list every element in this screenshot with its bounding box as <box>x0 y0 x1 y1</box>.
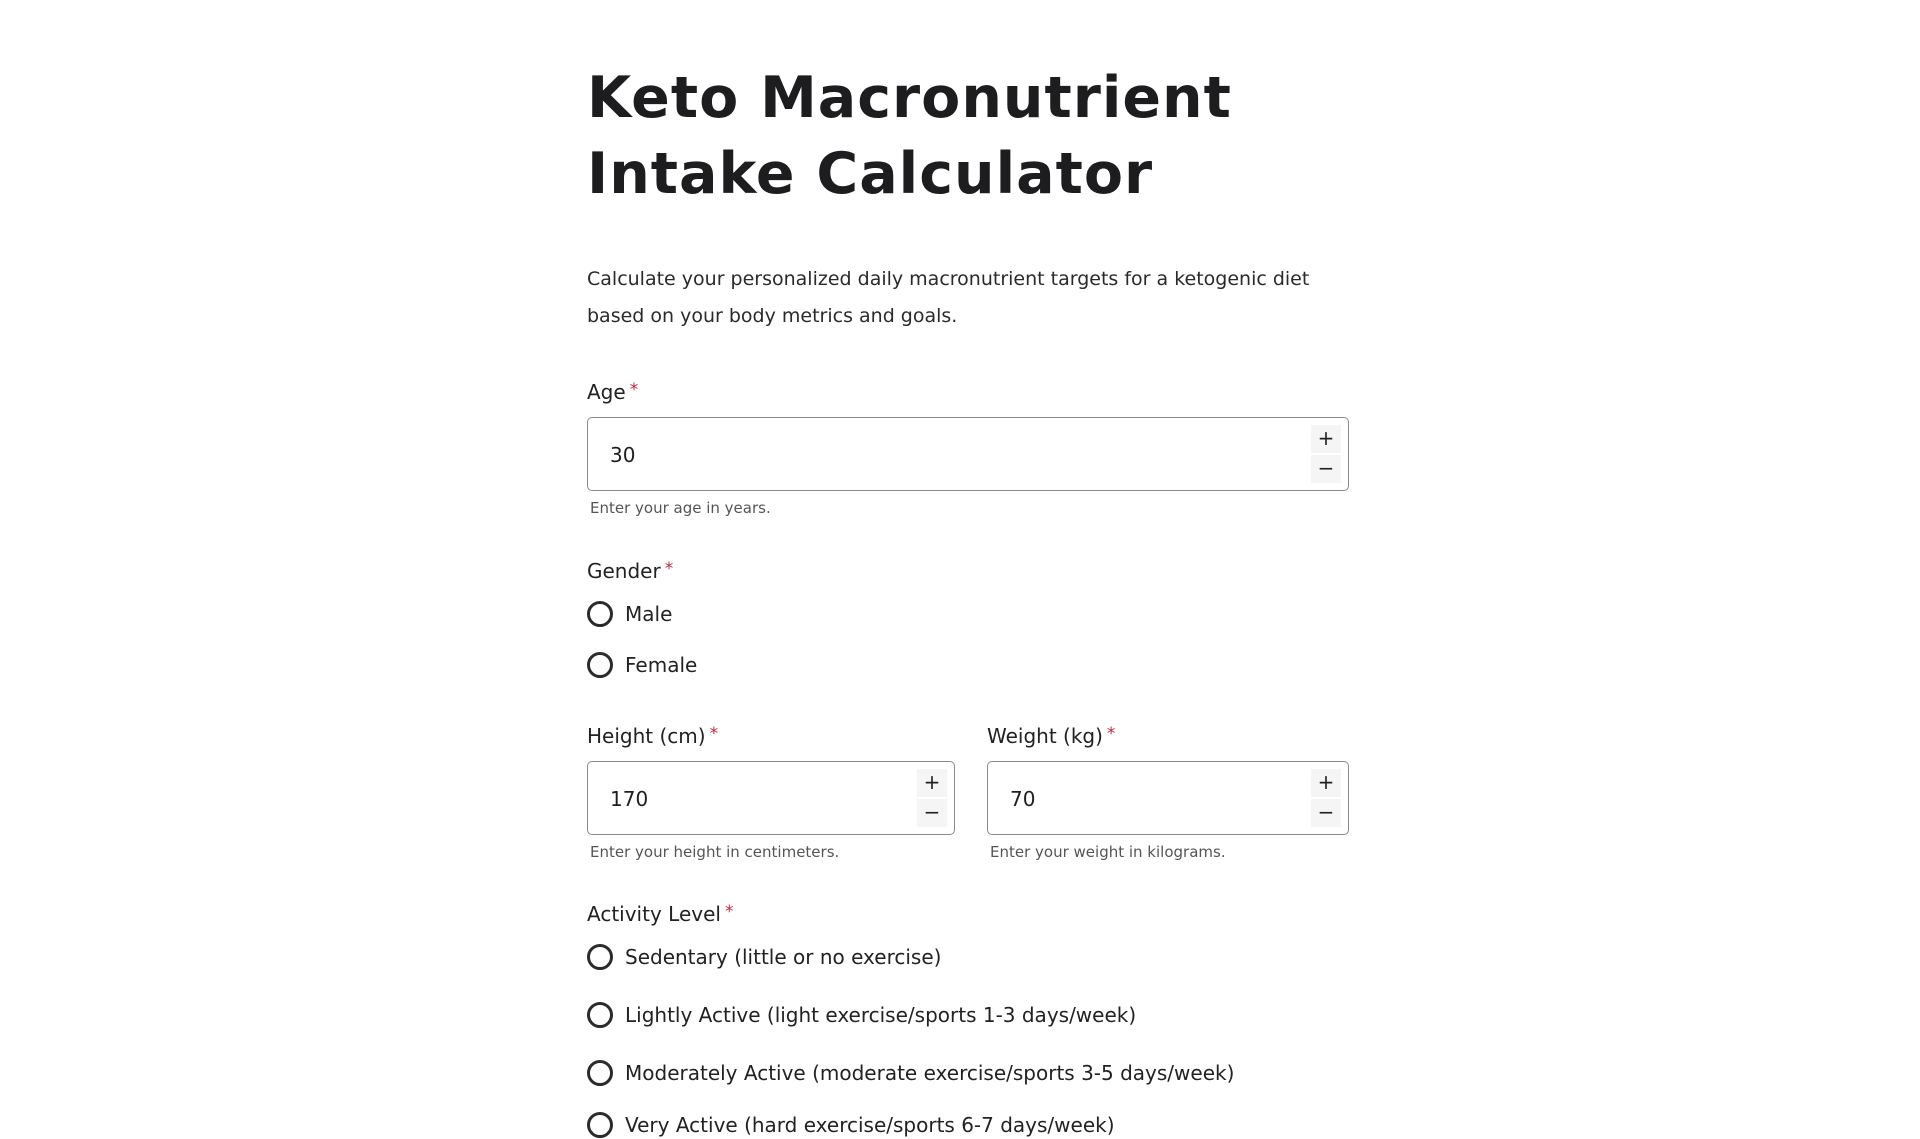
page-title <box>587 60 1349 212</box>
radio-button-icon[interactable] <box>587 944 613 970</box>
weight-required-mark: * <box>1106 724 1116 744</box>
radio-button-icon[interactable] <box>587 652 613 678</box>
height-required-mark: * <box>709 724 719 744</box>
age-help-text: Enter your age in years. <box>590 499 771 517</box>
page-description-line1: Calculate your personalized daily macronutrient targets for a ketogenic diet <box>587 268 1310 290</box>
age-input[interactable] <box>587 417 1349 491</box>
activity-label-text: Activity Level <box>587 902 721 926</box>
gender-required-mark: * <box>664 559 674 579</box>
age-input-value: 30 <box>610 443 636 467</box>
weight-help-text: Enter your weight in kilograms. <box>990 843 1226 861</box>
gender-option-female[interactable] <box>587 651 697 679</box>
activity-option-very-active[interactable] <box>587 1111 1115 1139</box>
activity-option-sedentary-label: Sedentary (little or no exercise) <box>625 945 942 969</box>
gender-label-text: Gender <box>587 559 661 583</box>
age-label <box>587 379 638 405</box>
weight-input-value: 70 <box>1010 787 1036 811</box>
age-increment-button[interactable]: + <box>1311 425 1341 453</box>
height-decrement-button[interactable]: − <box>917 799 947 827</box>
height-input-value: 170 <box>610 787 649 811</box>
height-label <box>587 723 718 749</box>
gender-label <box>587 558 673 584</box>
height-stepper <box>917 769 947 827</box>
weight-input[interactable] <box>987 761 1349 835</box>
page-title-line2: Intake Calculator <box>587 141 1154 207</box>
radio-button-icon[interactable] <box>587 601 613 627</box>
radio-button-icon[interactable] <box>587 1112 613 1138</box>
weight-label <box>987 723 1115 749</box>
activity-option-lightly-active-label: Lightly Active (light exercise/sports 1-3 days/week) <box>625 1003 1137 1027</box>
activity-option-sedentary[interactable] <box>587 943 941 971</box>
page-title-line1: Keto Macronutrient <box>587 65 1232 131</box>
height-input[interactable] <box>587 761 955 835</box>
height-help-text: Enter your height in centimeters. <box>590 843 840 861</box>
age-required-mark: * <box>629 380 639 400</box>
gender-option-female-label: Female <box>625 653 698 677</box>
weight-decrement-button[interactable]: − <box>1311 799 1341 827</box>
activity-option-moderately-active[interactable] <box>587 1059 1234 1087</box>
weight-increment-button[interactable]: + <box>1311 769 1341 797</box>
age-label-text: Age <box>587 380 626 404</box>
height-increment-button[interactable]: + <box>917 769 947 797</box>
radio-button-icon[interactable] <box>587 1002 613 1028</box>
page-description-line2: based on your body metrics and goals. <box>587 305 958 327</box>
weight-stepper <box>1311 769 1341 827</box>
page-description <box>587 261 1349 335</box>
weight-label-text: Weight (kg) <box>987 724 1103 748</box>
activity-option-lightly-active[interactable] <box>587 1001 1136 1029</box>
activity-option-moderately-active-label: Moderately Active (moderate exercise/sports 3-5 days/week) <box>625 1061 1235 1085</box>
height-label-text: Height (cm) <box>587 724 706 748</box>
activity-label <box>587 901 733 927</box>
radio-button-icon[interactable] <box>587 1060 613 1086</box>
gender-option-male[interactable] <box>587 600 672 628</box>
activity-required-mark: * <box>724 902 734 922</box>
age-stepper <box>1311 425 1341 483</box>
gender-option-male-label: Male <box>625 602 673 626</box>
activity-option-very-active-label: Very Active (hard exercise/sports 6-7 days/week) <box>625 1113 1115 1137</box>
age-decrement-button[interactable]: − <box>1311 455 1341 483</box>
